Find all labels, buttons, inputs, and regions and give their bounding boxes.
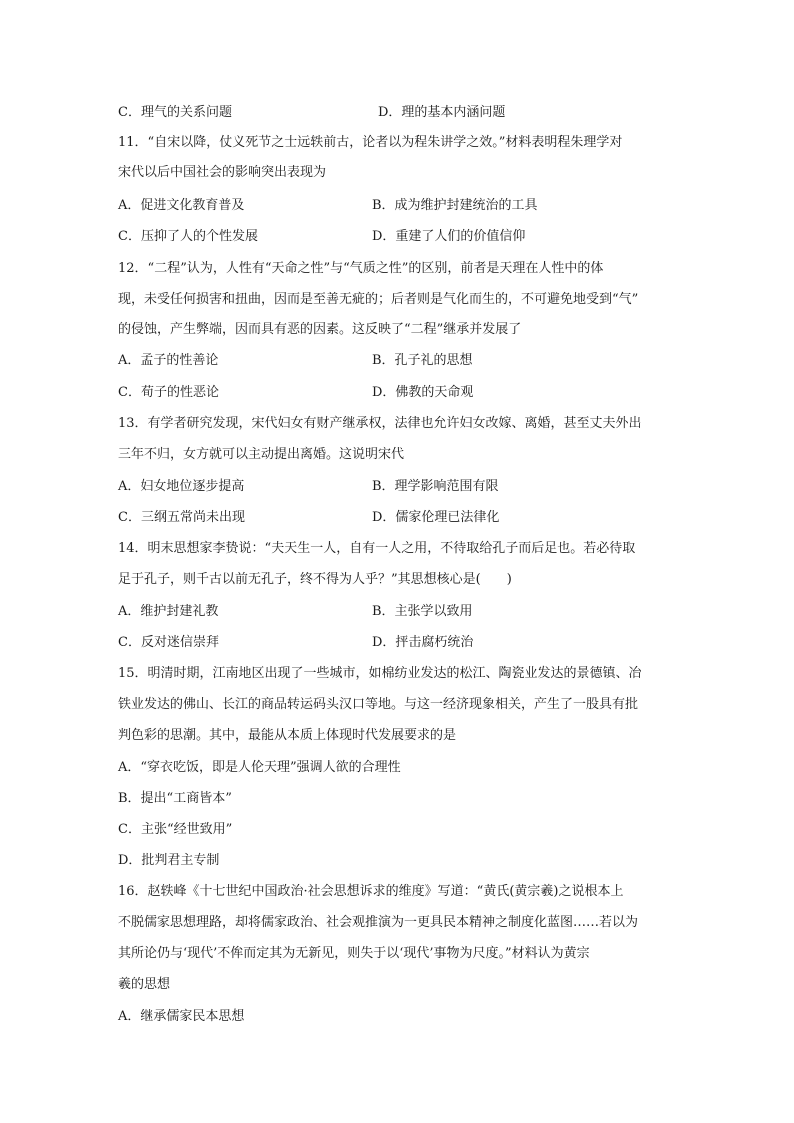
q13-option-a: A．妇女地位逐步提高 xyxy=(118,479,245,494)
q15-stem-line-3: 判色彩的思潮。其中，最能从本质上体现时代发展要求的是 xyxy=(118,728,457,743)
q14-option-b: B．主张学以致用 xyxy=(372,604,473,619)
q12-stem-line-3: 的侵蚀，产生弊端，因而具有恶的因素。这反映了“二程”继承并发展了 xyxy=(118,322,522,337)
q12-stem-line-1: 12．“二程”认为，人性有“天命之性”与“气质之性”的区别，前者是天理在人性中的体 xyxy=(118,261,604,276)
q16-stem-line-3: 其所论仍与‘现代’不侔而定其为无新见，则失于以‘现代’事物为尺度。”材料认为黄宗 xyxy=(118,946,590,961)
q15-option-a: A．“穿衣吃饭，即是人伦天理”强调人欲的合理性 xyxy=(118,760,401,775)
q16-option-a: A．继承儒家民本思想 xyxy=(118,1009,245,1024)
q14-option-c: C．反对迷信崇拜 xyxy=(118,635,219,650)
q10-option-d: D．理的基本内涵问题 xyxy=(378,105,506,120)
q16-stem-line-2: 不脱儒家思想理路，却将儒家政治、社会观推演为一更具民本精神之制度化蓝图……若以为 xyxy=(118,915,639,930)
q15-stem-line-1: 15．明清时期，江南地区出现了一些城市，如棉纺业发达的松江、陶瓷业发达的景德镇、冶 xyxy=(118,666,642,681)
q15-stem-line-2: 铁业发达的佛山、长江的商品转运码头汉口等地。与这一经济现象相关，产生了一股具有批 xyxy=(118,697,639,712)
q14-option-d: D．抨击腐朽统治 xyxy=(372,635,474,650)
q11-stem-line-1: 11．“自宋以降，仗义死节之士远轶前古，论者以为程朱讲学之效。”材料表明程朱理学对 xyxy=(118,135,623,150)
q11-option-d: D．重建了人们的价值信仰 xyxy=(372,229,526,244)
q14-option-a: A．维护封建礼教 xyxy=(118,604,219,619)
q15-option-d: D．批判君主专制 xyxy=(118,853,220,868)
q12-option-d: D．佛教的天命观 xyxy=(372,385,474,400)
q13-stem-line-1: 13．有学者研究发现，宋代妇女有财产继承权，法律也允许妇女改嫁、离婚，甚至丈夫外出 xyxy=(118,416,642,431)
q16-stem-line-4: 羲的思想 xyxy=(118,977,171,992)
q11-option-a: A．促进文化教育普及 xyxy=(118,198,245,213)
q14-stem-line-2: 足于孔子，则千古以前无孔子，终不得为人乎？”其思想核心是( ) xyxy=(118,572,512,587)
q15-option-c: C．主张“经世致用” xyxy=(118,822,233,837)
q15-option-b: B．提出“工商皆本” xyxy=(118,791,232,806)
q16-stem-line-1: 16．赵轶峰《十七世纪中国政治·社会思想诉求的维度》写道：“黄氏(黄宗羲)之说根本上 xyxy=(118,884,624,899)
q13-option-b: B．理学影响范围有限 xyxy=(372,479,499,494)
q13-option-d: D．儒家伦理已法律化 xyxy=(372,510,500,525)
q10-option-c: C．理气的关系问题 xyxy=(118,105,232,120)
q12-stem-line-2: 现，未受任何损害和扭曲，因而是至善无疵的；后者则是气化而生的，不可避免地受到“气” xyxy=(118,292,639,307)
q11-option-c: C．压抑了人的个性发展 xyxy=(118,229,258,244)
q14-stem-line-1: 14．明末思想家李贽说：“夫天生一人，自有一人之用，不待取给孔子而后足也。若必待取 xyxy=(118,541,636,556)
q13-stem-line-2: 三年不归，女方就可以主动提出离婚。这说明宋代 xyxy=(118,447,405,462)
q12-option-b: B．孔子礼的思想 xyxy=(372,353,473,368)
q11-stem-line-2: 宋代以后中国社会的影响突出表现为 xyxy=(118,165,327,180)
q11-option-b: B．成为维护封建统治的工具 xyxy=(372,198,538,213)
q12-option-a: A．孟子的性善论 xyxy=(118,353,219,368)
q12-option-c: C．荀子的性恶论 xyxy=(118,385,219,400)
q13-option-c: C．三纲五常尚未出现 xyxy=(118,510,245,525)
